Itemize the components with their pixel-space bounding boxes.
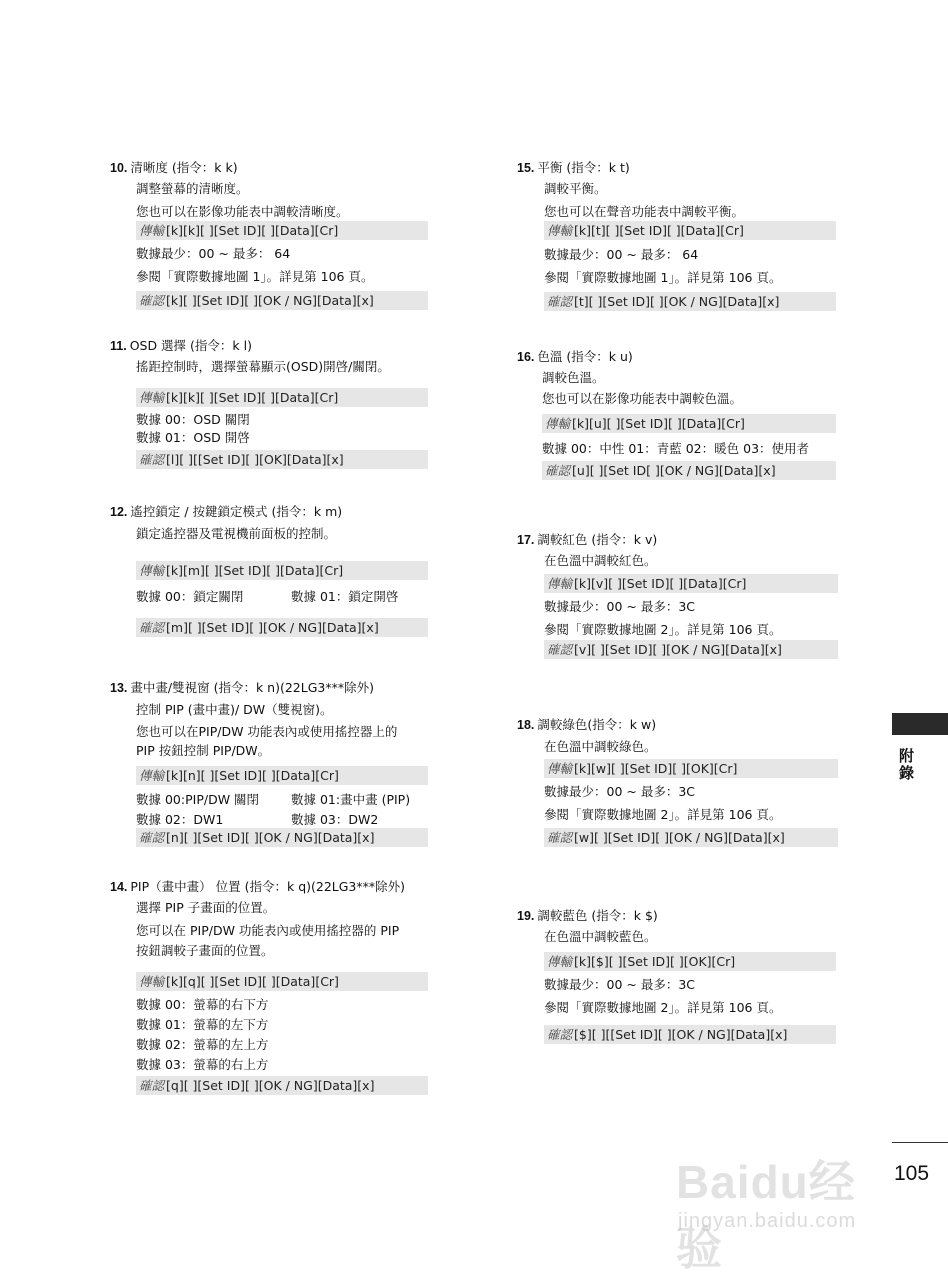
description: 您也可以在PIP/DW 功能表內或使用搖控器上的 xyxy=(136,724,398,739)
page-number: 105 xyxy=(894,1162,930,1185)
page-number-rule xyxy=(892,1142,948,1143)
data-option: 數據 00：鎖定關閉 xyxy=(136,589,244,604)
acknowledgement-bar: 確認 [v][ ][Set ID][ ][OK / NG][Data][x] xyxy=(544,640,838,659)
transmission-bar: 傳輸 [k][q][ ][Set ID][ ][Data][Cr] xyxy=(136,972,428,991)
description: 搖距控制時，選擇螢幕顯示(OSD)開啓/關閉。 xyxy=(136,359,390,374)
acknowledgement-bar: 確認 [u][ ][Set ID[ ][OK / NG][Data][x] xyxy=(542,461,836,480)
transmission-bar: 傳輸 [k][u][ ][Set ID][ ][Data][Cr] xyxy=(542,414,836,433)
transmission-bar: 傳輸 [k][k][ ][Set ID][ ][Data][Cr] xyxy=(136,388,428,407)
data-option: 數據 01:畫中畫 (PIP) xyxy=(291,792,411,807)
section-title: 10. 清晰度 (指令：k k) xyxy=(110,160,238,175)
data-option: 數據 03：DW2 xyxy=(291,812,379,827)
section-title: 14. PIP（畫中畫） 位置 (指令：k q)(22LG3***除外) xyxy=(110,879,406,894)
description: 您也可以在影像功能表中調較清晰度。 xyxy=(136,204,349,219)
section-title: 16. 色溫 (指令：k u) xyxy=(517,349,633,364)
transmission-bar: 傳輸 [k][t][ ][Set ID][ ][Data][Cr] xyxy=(544,221,836,240)
section-title: 13. 畫中畫/雙視窗 (指令：k n)(22LG3***除外) xyxy=(110,680,374,695)
chapter-label: 附錄 xyxy=(897,748,915,782)
watermark-url: jingyan.baidu.com xyxy=(678,1210,857,1232)
reference-note: 參閱「實際數據地圖 2」。詳見第 106 頁。 xyxy=(544,1000,782,1015)
data-option: 數據 00：OSD 關閉 xyxy=(136,412,250,427)
reference-note: 參閱「實際數據地圖 2」。詳見第 106 頁。 xyxy=(544,622,782,637)
description: 調較平衡。 xyxy=(544,181,607,196)
acknowledgement-bar: 確認 [w][ ][Set ID][ ][OK / NG][Data][x] xyxy=(544,828,838,847)
reference-note: 參閱「實際數據地圖 2」。詳見第 106 頁。 xyxy=(544,807,782,822)
acknowledgement-bar: 確認 [m][ ][Set ID][ ][OK / NG][Data][x] xyxy=(136,618,428,637)
data-range: 數據最少：00 ~ 最多：3C xyxy=(544,977,696,992)
data-option: 數據 01：OSD 開啓 xyxy=(136,430,250,445)
data-option: 數據 01：鎖定開啓 xyxy=(291,589,399,604)
acknowledgement-bar: 確認 [q][ ][Set ID][ ][OK / NG][Data][x] xyxy=(136,1076,428,1095)
section-title: 12. 遙控鎖定 / 按鍵鎖定模式 (指令：k m) xyxy=(110,504,343,519)
acknowledgement-bar: 確認 [n][ ][Set ID][ ][OK / NG][Data][x] xyxy=(136,828,428,847)
data-range: 數據最少：00 ~ 最多：3C xyxy=(544,599,696,614)
acknowledgement-bar: 確認 [t][ ][Set ID][ ][OK / NG][Data][x] xyxy=(544,292,836,311)
section-title: 15. 平衡 (指令：k t) xyxy=(517,160,630,175)
data-option: 數據 01：螢幕的左下方 xyxy=(136,1017,269,1032)
transmission-bar: 傳輸 [k][v][ ][Set ID][ ][Data][Cr] xyxy=(544,574,838,593)
data-option: 數據 00：螢幕的右下方 xyxy=(136,997,269,1012)
data-option: 數據 02：DW1 xyxy=(136,812,224,827)
description: 鎖定遙控器及電視機前面板的控制。 xyxy=(136,526,337,541)
acknowledgement-bar: 確認 [k][ ][Set ID][ ][OK / NG][Data][x] xyxy=(136,291,428,310)
reference-note: 參閱「實際數據地圖 1」。詳見第 106 頁。 xyxy=(136,269,374,284)
transmission-bar: 傳輸 [k][k][ ][Set ID][ ][Data][Cr] xyxy=(136,221,428,240)
section-title: 11. OSD 選擇 (指令：k l) xyxy=(110,338,252,353)
data-range: 數據最少：00 ~ 最多： 64 xyxy=(136,246,291,261)
section-title: 19. 調較藍色 (指令：k $) xyxy=(517,908,658,923)
description: 調整螢幕的清晰度。 xyxy=(136,181,249,196)
watermark-logo: Baidu经验 xyxy=(676,1156,856,1274)
description: 按鈕調較子畫面的位置。 xyxy=(136,943,274,958)
data-option: 數據 02：螢幕的左上方 xyxy=(136,1037,269,1052)
acknowledgement-bar: 確認 [$][ ][[Set ID][ ][OK / NG][Data][x] xyxy=(544,1025,836,1044)
acknowledgement-bar: 確認 [l][ ][[Set ID][ ][OK][Data][x] xyxy=(136,450,428,469)
data-option: 數據 00:PIP/DW 關閉 xyxy=(136,792,260,807)
transmission-bar: 傳輸 [k][n][ ][Set ID][ ][Data][Cr] xyxy=(136,766,428,785)
watermark xyxy=(672,1138,892,1274)
description: PIP 按鈕控制 PIP/DW。 xyxy=(136,743,271,758)
description: 在色溫中調較藍色。 xyxy=(544,929,657,944)
description: 在色溫中調較紅色。 xyxy=(544,553,657,568)
data-range: 數據最少：00 ~ 最多：3C xyxy=(544,784,696,799)
chapter-tab xyxy=(892,713,948,735)
description: 在色溫中調較綠色。 xyxy=(544,739,657,754)
section-title: 18. 調較綠色(指令：k w) xyxy=(517,717,657,732)
transmission-bar: 傳輸 [k][m][ ][Set ID][ ][Data][Cr] xyxy=(136,561,428,580)
description: 您也可以在聲音功能表中調較平衡。 xyxy=(544,204,745,219)
transmission-bar: 傳輸 [k][w][ ][Set ID][ ][OK][Cr] xyxy=(544,759,838,778)
description: 控制 PIP (畫中畫)/ DW（雙視窗)。 xyxy=(136,702,333,717)
description: 調較色溫。 xyxy=(542,370,605,385)
data-range: 數據最少：00 ~ 最多： 64 xyxy=(544,247,699,262)
description: 您也可以在影像功能表中調較色溫。 xyxy=(542,391,743,406)
data-option: 數據 00：中性 01：青藍 02：暖色 03：使用者 xyxy=(542,441,810,456)
transmission-bar: 傳輸 [k][$][ ][Set ID][ ][OK][Cr] xyxy=(544,952,836,971)
section-title: 17. 調較紅色 (指令：k v) xyxy=(517,532,658,547)
description: 選擇 PIP 子畫面的位置。 xyxy=(136,900,276,915)
description: 您可以在 PIP/DW 功能表內或使用搖控器的 PIP xyxy=(136,923,400,938)
data-option: 數據 03：螢幕的右上方 xyxy=(136,1057,269,1072)
reference-note: 參閱「實際數據地圖 1」。詳見第 106 頁。 xyxy=(544,270,782,285)
